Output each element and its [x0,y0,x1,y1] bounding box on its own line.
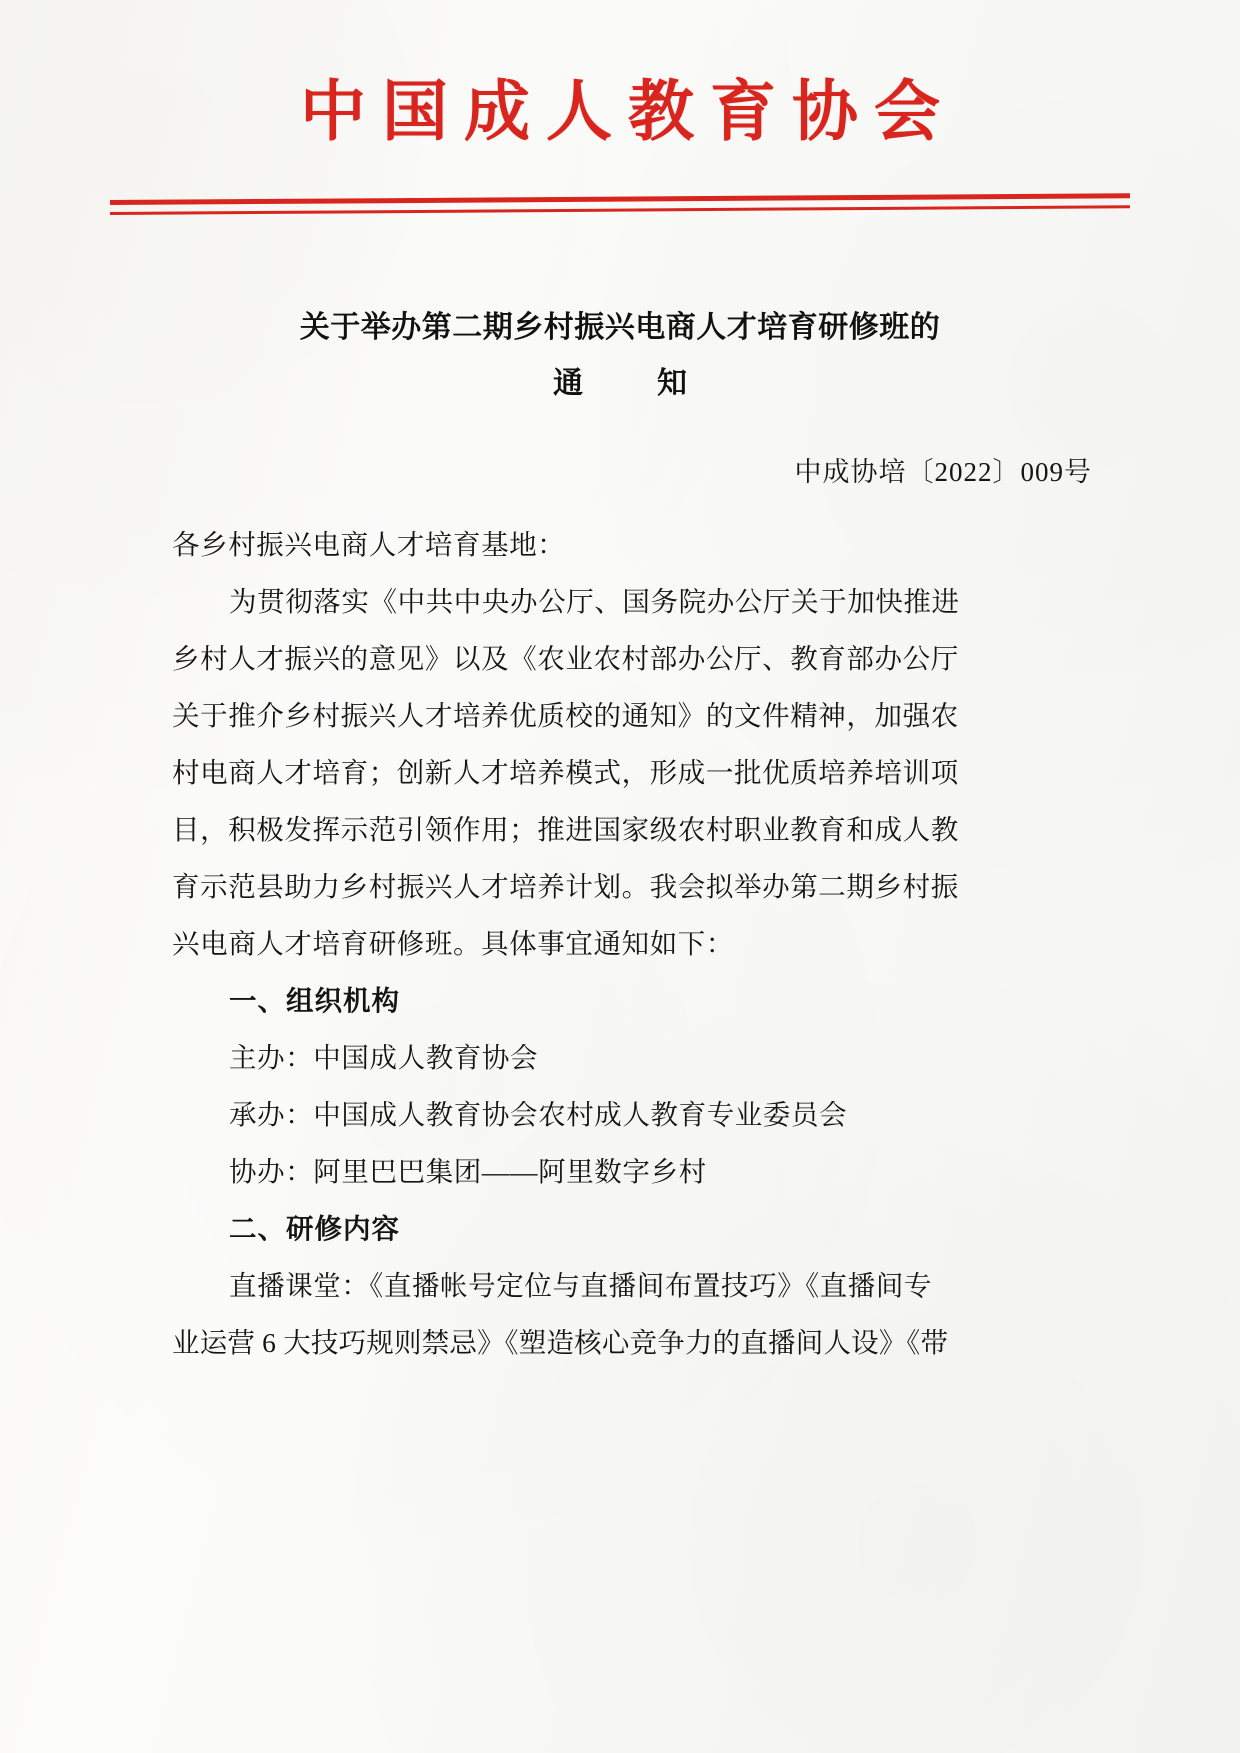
organization-name: 中国成人教育协会 [300,76,956,149]
divider-thin-rule [110,205,1130,214]
section-2-line: 业运营 6 大技巧规则禁忌》《塑造核心竞争力的直播间人设》《带 [172,1327,949,1358]
letterhead-divider [110,196,1130,222]
salutation: 各乡村振兴电商人才培育基地： [172,529,566,560]
paragraph-line: 目，积极发挥示范引领作用；推进国家级农村职业教育和成人教 [172,814,959,845]
section-1-item: 主办：中国成人教育协会 [229,1042,539,1073]
document-body [172,516,978,1371]
section-heading-1: 一、组织机构 [229,985,400,1016]
document-title-line-2: 通 知 [553,367,709,400]
paragraph-line: 村电商人才培育；创新人才培养模式，形成一批优质培养培训项 [172,757,959,788]
document-title [0,300,1240,412]
section-heading-2: 二、研修内容 [229,1213,400,1244]
divider-thick-rule [110,193,1130,205]
section-1-item: 承办：中国成人教育协会农村成人教育专业委员会 [229,1099,848,1130]
paragraph-line: 为贯彻落实《中共中央办公厅、国务院办公厅关于加快推进 [229,586,960,617]
section-2-line: 直播课堂：《直播帐号定位与直播间布置技巧》《直播间专 [229,1270,933,1301]
paragraph-line: 乡村人才振兴的意见》以及《农业农村部办公厅、教育部办公厅 [172,643,959,674]
paragraph-line: 育示范县助力乡村振兴人才培养计划。我会拟举办第二期乡村振 [172,871,959,902]
section-1-item: 协办：阿里巴巴集团——阿里数字乡村 [229,1156,707,1187]
letterhead [0,78,1240,147]
document-title-line-1: 关于举办第二期乡村振兴电商人才培育研修班的 [299,311,941,344]
document-number: 中成协培〔2022〕009号 [794,457,1092,487]
paragraph-line: 兴电商人才培育研修班。具体事宜通知如下： [172,928,734,959]
paragraph-line: 关于推介乡村振兴人才培养优质校的通知》的文件精神，加强农 [172,700,959,731]
